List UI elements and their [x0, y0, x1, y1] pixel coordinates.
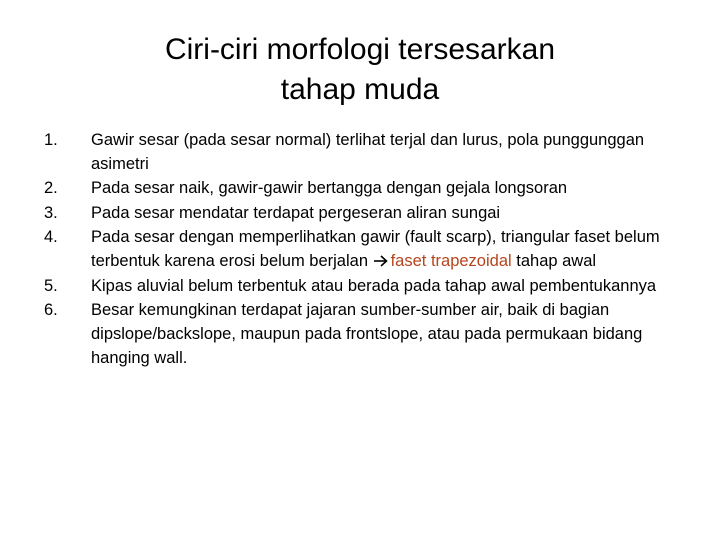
list-item-3	[44, 201, 684, 225]
list-item-text: Pada sesar naik, gawir-gawir bertangga dengan gejala longsoran	[91, 179, 568, 198]
title-line-1: Ciri-ciri morfologi tersesarkan	[164, 33, 556, 66]
list-item-number: 1.	[44, 131, 58, 149]
list-item-number: 5.	[44, 276, 58, 295]
list-item-text: Besar kemungkinan terdapat jajaran sumber-sumber air, baik di bagian dipslope/backslope, maupun pada frontslope, atau pada permukaan bidang hanging wall.	[91, 300, 643, 368]
list-item-number: 4.	[44, 227, 58, 246]
list-item-number: 2.	[44, 179, 58, 198]
right-arrow-icon	[374, 250, 388, 274]
list-item-text-after: tahap awal	[511, 252, 597, 271]
list-item-text: Pada sesar mendatar terdapat pergeseran aliran sungai	[91, 203, 501, 222]
list-item-number: 3.	[44, 203, 58, 222]
slide-title	[90, 30, 630, 110]
numbered-list	[44, 128, 684, 371]
list-item-text	[91, 225, 684, 274]
list-item-text-before: Pada sesar dengan memperlihatkan gawir (fault scarp), triangular faset belum terbentuk karena erosi belum berjalan	[91, 227, 660, 271]
list-item-6	[44, 298, 684, 371]
list-item-4	[44, 225, 684, 274]
highlight-text: faset trapezoidal	[390, 252, 512, 271]
list-item-5	[44, 274, 684, 298]
list-item-2	[44, 176, 684, 200]
title-line-2: tahap muda	[280, 73, 440, 106]
list-item-number: 6.	[44, 300, 58, 319]
list-item-1	[44, 128, 684, 176]
list-item-text: Kipas aluvial belum terbentuk atau berada pada tahap awal pembentukannya	[91, 276, 657, 295]
list-item-text: Gawir sesar (pada sesar normal) terlihat terjal dan lurus, pola punggunggan asimetri	[91, 131, 645, 174]
